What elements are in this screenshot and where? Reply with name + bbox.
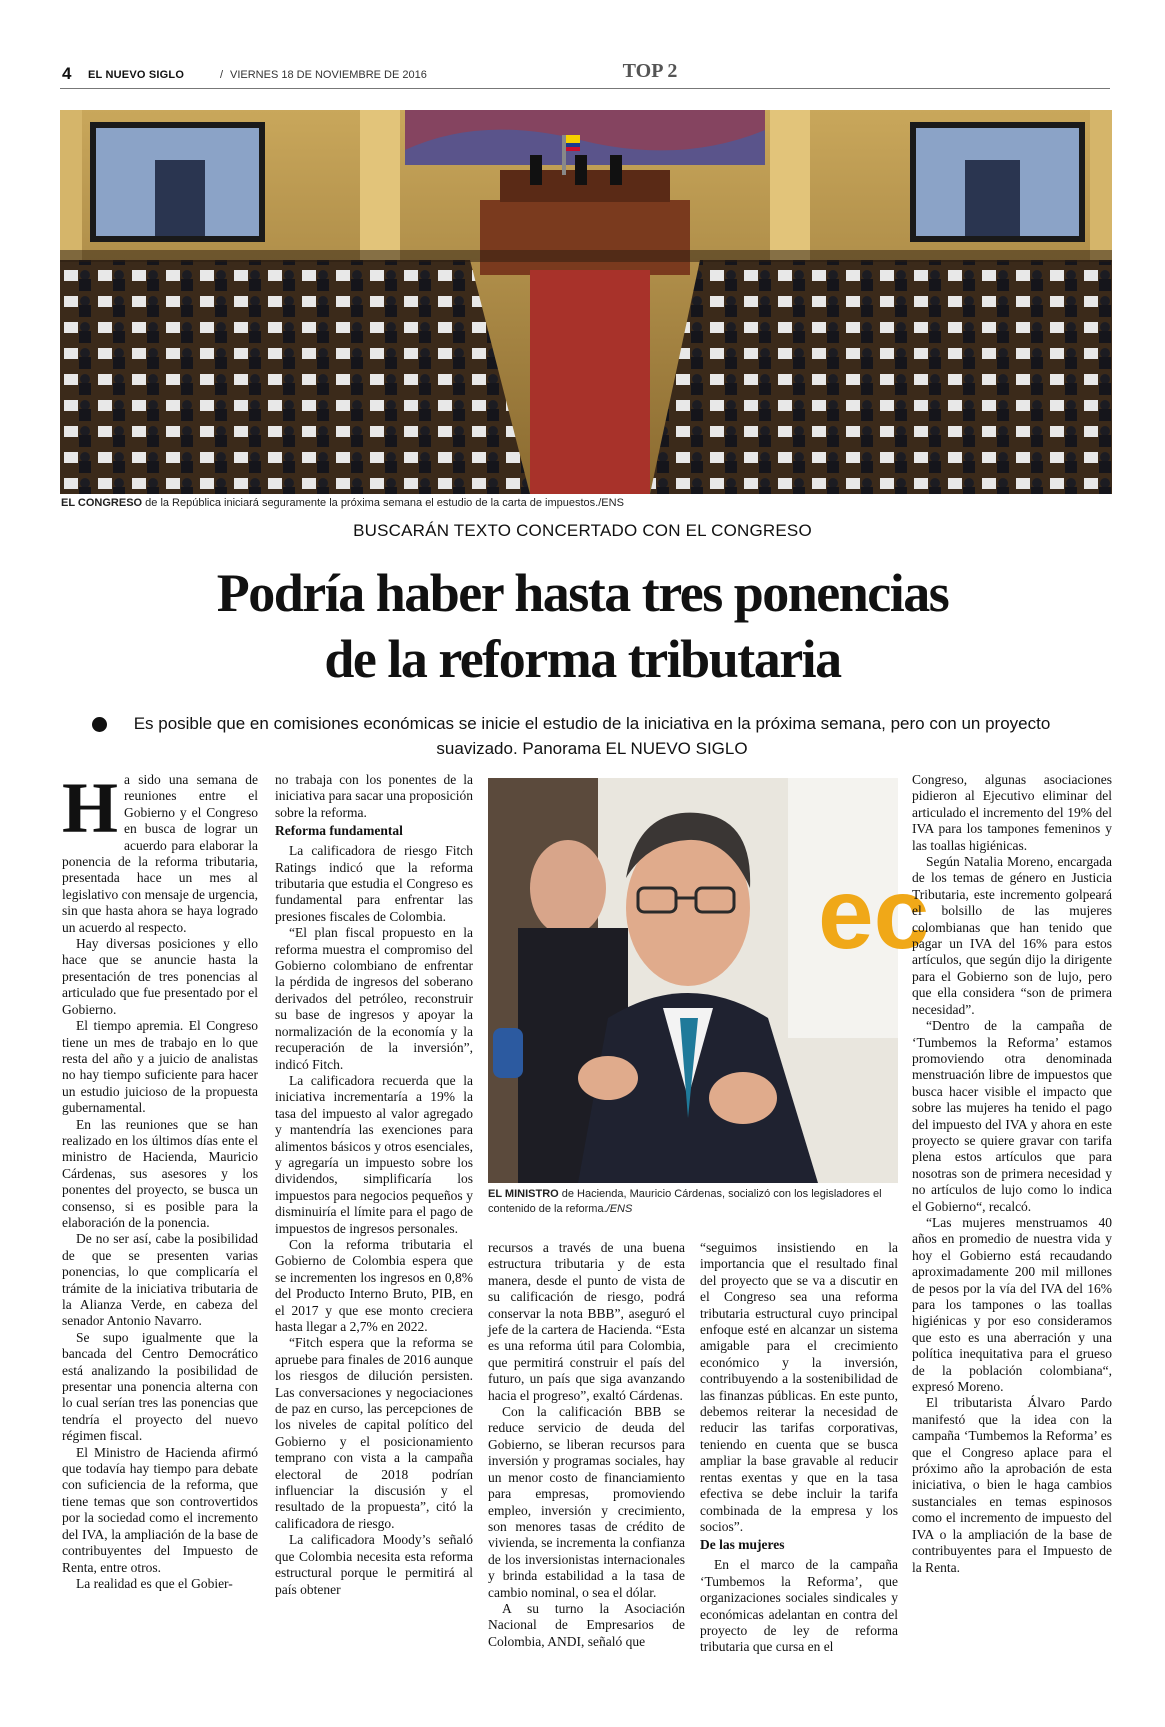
- paragraph: De no ser así, cabe la posibilidad de que se presenten varias ponencias, lo que complicaría el trámite de la iniciativa tributaria de la Alianza Verde, en cabeza del senador Antonio Navarro.: [62, 1231, 258, 1329]
- article-column-5: [912, 772, 1112, 1576]
- paragraph: La calificadora de riesgo Fitch Ratings indicó que la reforma tributaria que estudia el Congreso es fundamental para enfrentar las presiones fiscales de Colombia.: [275, 843, 473, 924]
- paragraph: La calificadora Moody’s señaló que Colombia necesita esta reforma estructural porque le permitirá al país obtener: [275, 1532, 473, 1597]
- paragraph: Se supo igualmente que la bancada del Centro Democrático está analizando la posibilidad de presentar una ponencia alterna con lo cual serían tres las ponencias que tendría el proyecto del nuevo régimen fiscal.: [62, 1329, 258, 1444]
- article-column-4: [700, 1240, 898, 1656]
- minister-photo: [488, 778, 930, 1183]
- congress-photo: [60, 110, 1112, 494]
- top-photo-caption: [61, 497, 1111, 509]
- paragraph: “seguimos insistiendo en la importancia que el resultado final del proyecto que se va a discutir en el Congreso sea una reforma tributaria estructural cuyo principal enfoque esté en alcanzar un sistema amigable para el crecimiento económico y la inversión, contribuyendo a la sostenibilidad de las finanzas públicas. En este punto, debemos reiterar la necesidad de reducir las tarifas corporativas, teniendo en cuenta que se busca ampliar la base gravable al reducir rentas exentas y que en la tasa efectiva se debe incluir la tarifa combinada de la empresa y los socios”.: [700, 1240, 898, 1534]
- article-column-3: [488, 1240, 685, 1650]
- article-column-1: [62, 768, 258, 1592]
- article-headline: [0, 560, 1165, 692]
- dropcap: H: [62, 768, 119, 848]
- article-column-2: [275, 772, 473, 1598]
- caption-lead: EL CONGRESO: [61, 497, 143, 509]
- newspaper-name: EL NUEVO SIGLO: [88, 69, 185, 81]
- caption-text: de Hacienda, Mauricio Cárdenas, socializó con los legisladores el contenido de la reforma.: [488, 1188, 882, 1215]
- caption-lead: EL MINISTRO: [488, 1188, 559, 1200]
- paragraph: El Ministro de Hacienda afirmó que todavía hay tiempo para debate con suficiencia de la reforma, que tiene temas que son controvertidos por la sociedad como el incremento del IVA, la ampliación de la base de contribuyentes del Impuesto de Renta, entre otros.: [62, 1444, 258, 1575]
- paragraph: “El plan fiscal propuesto en la reforma muestra el compromiso del Gobierno colombiano de enfrentar la pérdida de ingresos del soberano derivados del petróleo, reconstruir su base de ingresos y apoyar la normalización de la economía y la recuperación de la inversión”, indicó Fitch.: [275, 925, 473, 1072]
- background-letters: ec: [818, 858, 930, 970]
- paragraph: Según Natalia Moreno, encargada de los temas de género en Justicia Tributaria, este incremento golpeará el bolsillo de las mujeres colombianas que han tenido que pagar un IVA del 16% para estos artículos, que según dijo la dirigente para el Gobierno son de lujo, pero que ella considera “son de primera necesidad”.: [912, 854, 1112, 1017]
- paragraph: La realidad es que el Gobier-: [76, 1575, 233, 1591]
- paragraph: En las reuniones que se han realizado en los últimos días ente el ministro de Hacienda, Mauricio Cárdenas, sus asesores y los ponentes del proyecto, se busca un consenso, si es posible para la elaboración de la ponencia.: [62, 1116, 258, 1230]
- paragraph: recursos a través de una buena estructura tributaria y de esta manera, desde el punto de vista de su calificación de riesgo, podrá conservar la nota BBB”, aseguró el jefe de la cartera de Hacienda. “Esta es una reforma útil para Colombia, que permitirá construir el país del futuro, un país que siga avanzando hacia el progreso”, exaltó Cárdenas.: [488, 1240, 685, 1403]
- headline-line-2: de la reforma tributaria: [324, 629, 841, 689]
- paragraph: Congreso, algunas asociaciones pidieron al Ejecutivo eliminar del articulado el incremento del 19% del IVA para los tampones femeninos y las toallas higiénicas.: [912, 772, 1112, 853]
- paragraph: Hay diversas posiciones y ello hace que se anuncie hasta la presentación de tres ponencias al articulado que fue presentado por el Gobierno.: [62, 936, 258, 1017]
- paragraph: no trabaja con los ponentes de la iniciativa para sacar una proposición sobre la reforma.: [275, 772, 473, 820]
- header-separator: /: [220, 69, 224, 81]
- subheading-reforma-fundamental: Reforma fundamental: [275, 823, 403, 839]
- paragraph: a sido una semana de reuniones entre el Gobierno y el Congreso en busca de lograr un acuerdo para elaborar la ponencia de la reforma tributaria, presentada hace un mes al legislativo con mensaje de urgencia, sin que hasta ahora se haya logrado un acuerdo al respecto.: [62, 772, 258, 935]
- paragraph: En el marco de la campaña ‘Tumbemos la Reforma’, que organizaciones sociales sindicales y económicas adelantan en contra del proyecto de ley de reforma tributaria que cursa en el: [700, 1557, 898, 1655]
- paragraph: El tiempo apremia. El Congreso tiene un mes de trabajo en lo que resta del año y a juicio de analistas no hay tiempo suficiente para hacer un estudio juicioso de la propuesta gubernamental.: [62, 1018, 258, 1116]
- paragraph: “Fitch espera que la reforma se apruebe para finales de 2016 aunque los riesgos de dilución persisten. Las conversaciones y negociaciones de paz en curso, las percepciones de los niveles de capital político del Gobierno y el posicionamiento temprano con vista a la campaña electoral de 2018 podrían influenciar la discusión y el resultado de la propuesta”, citó la calificadora de riesgo.: [275, 1335, 473, 1531]
- paragraph: A su turno la Asociación Nacional de Empresarios de Colombia, ANDI, señaló que: [488, 1600, 685, 1649]
- headline-line-1: Podría haber hasta tres ponencias: [216, 563, 949, 623]
- paragraph: El tributarista Álvaro Pardo manifestó que la idea con la campaña ‘Tumbemos la Reforma’ es que el Congreso aplace para el próximo año la aprobación de esta iniciativa, o bien le haga cambios sustanciales en temas espinosos como el incremento de impuesto del IVA o la ampliación de la base de contribuyentes para el Impuesto de la Renta.: [912, 1395, 1112, 1575]
- section-name: TOP 2: [622, 60, 678, 82]
- article-kicker: BUSCARÁN TEXTO CONCERTADO CON EL CONGRESO: [353, 521, 812, 540]
- issue-date: VIERNES 18 DE NOVIEMBRE DE 2016: [230, 69, 427, 81]
- paragraph: Con la reforma tributaria el Gobierno de Colombia espera que se incrementen los ingresos en 0,8% del Producto Interno Bruto, PIB, en el 2017 y que ese monto creciera hasta llegar a 2,7% en 2022.: [275, 1236, 473, 1334]
- subheading-de-las-mujeres: De las mujeres: [700, 1537, 785, 1553]
- paragraph: La calificadora recuerda que la iniciativa incrementaría a 19% la tasa del impuesto al valor agregado y mantendría las exenciones para alimentos básicos y otros esenciales, y agregaría un impuesto sobre los dividendos, simplificaría los impuestos para negocios pequeños y disminuiría el límite para el pago de impuestos de ingresos personales.: [275, 1072, 473, 1236]
- minister-photo-caption: [488, 1187, 898, 1217]
- paragraph: “Las mujeres menstruamos 40 años en promedio de nuestra vida y hoy el Gobierno está recaudando aproximadamente 200 mil millones de pesos por la vía del IVA del 16% para los tampones o las toallas higiénicas y por eso consideramos que esto es una aberración y una política inequitativa para el grueso de la población colombiana“, expresó Moreno.: [912, 1214, 1112, 1395]
- caption-text: de la República iniciará seguramente la próxima semana el estudio de la carta de impuestos./ENS: [142, 497, 624, 509]
- article-subhead: Es posible que en comisiones económicas se inicie el estudio de la iniciativa en la próxima semana, pero con un proyecto suavizado. Panorama EL NUEVO SIGLO: [133, 714, 1051, 758]
- caption-credit: /ENS: [606, 1203, 633, 1215]
- paragraph: “Dentro de la campaña de ‘Tumbemos la Reforma’ estamos promoviendo otra denominada menstruación libre de impuestos que busca hacer visible el impacto que sobre las mujeres ha tenido el pago del impuesto del IVA y ahora en este proyecto se quiere gravar con tarifa plena estos artículos que para nosotras son de primera necesidad y no artículos de lujo como lo indica el Gobierno“, recalcó.: [912, 1018, 1112, 1214]
- page-number: 4: [62, 64, 72, 83]
- running-header: [60, 60, 1110, 89]
- paragraph: Con la calificación BBB se reduce servicio de deuda del Gobierno, se liberan recursos para inversión y programas sociales, hay un menor costo de financiamiento para empresas, promoviendo empleo, inversión y crecimiento, son menores tasas de crédito de vivienda, se incrementa la confianza de los inversionistas internacionales y brinda estabilidad a la tasa de cambio nominal, o sea el dólar.: [488, 1404, 685, 1600]
